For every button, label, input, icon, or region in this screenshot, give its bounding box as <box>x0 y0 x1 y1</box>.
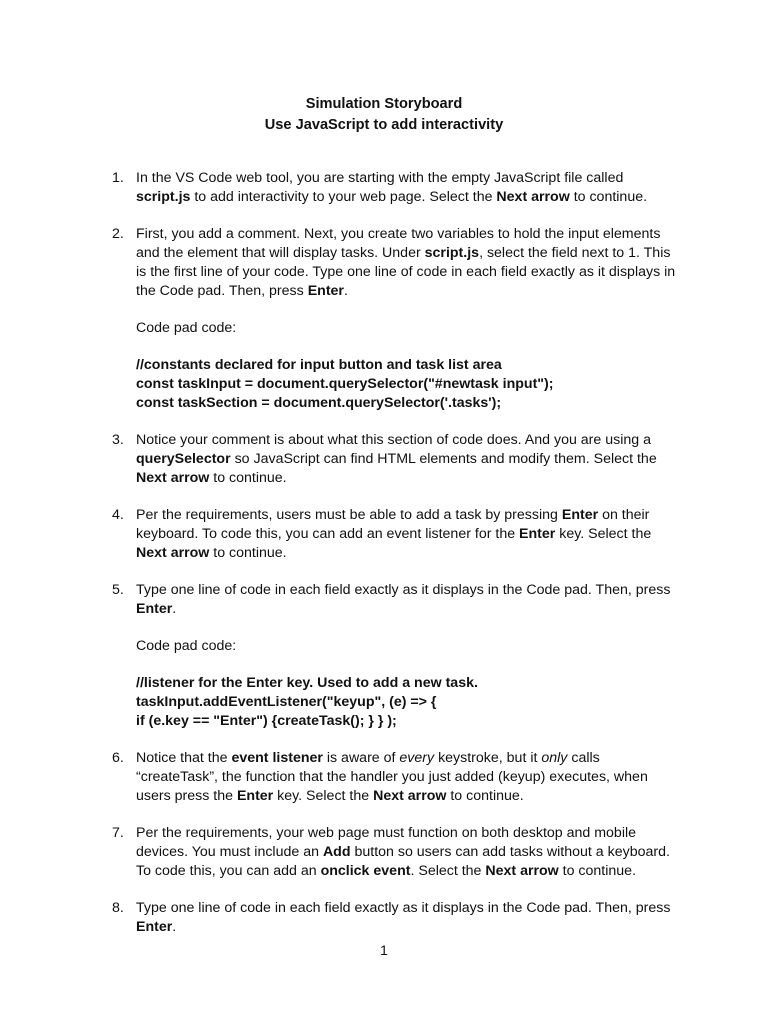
step-number: 1. <box>112 170 124 186</box>
bold-term: querySelector <box>136 451 231 467</box>
text-segment: Per the requirements, your web page must function on both desktop and mobile devices. You must include an <box>136 825 637 860</box>
code-pad-label: Code pad code: <box>136 320 237 336</box>
text-segment: to continue. <box>558 863 637 879</box>
text-segment: key. Select the <box>273 788 374 804</box>
bold-term: Next arrow <box>136 545 210 561</box>
code-block <box>136 674 681 731</box>
bold-term: Next arrow <box>373 788 447 804</box>
text-segment: First, you add a comment. Next, you create two variables to hold the input elements and the element that will display tasks. Under <box>136 226 661 261</box>
text-segment: . Select the <box>410 863 486 879</box>
bold-term: Enter <box>561 507 599 523</box>
steps-list <box>0 169 768 955</box>
bold-term: script.js <box>424 245 480 261</box>
text-segment: keystroke, but it <box>434 750 542 766</box>
step-text <box>136 225 681 301</box>
bold-term: Next arrow <box>496 189 570 205</box>
step-text <box>136 169 681 207</box>
text-segment: Per the requirements, users must be able to add a task by pressing <box>136 507 562 523</box>
step-text <box>136 749 681 806</box>
code-line: taskInput.addEventListener("keyup", (e) => { <box>136 694 437 710</box>
bold-term: script.js <box>136 189 191 205</box>
step-text <box>136 899 681 937</box>
step-text <box>136 824 681 881</box>
emphasis-term: every <box>399 750 435 766</box>
bold-term: Add <box>322 844 351 860</box>
text-segment: Notice your comment is about what this section of code does. And you are using a <box>136 432 651 448</box>
bold-term: Enter <box>136 601 173 617</box>
text-segment: . <box>172 601 177 617</box>
step-number: 6. <box>112 750 124 766</box>
code-line: //listener for the Enter key. Used to add a new task. <box>136 675 478 691</box>
bold-term: Enter <box>519 526 556 542</box>
step-item <box>0 749 681 806</box>
step-item <box>0 506 681 563</box>
step-text <box>136 506 681 563</box>
text-segment: , select the field next to 1. This is the first line of your code. Type one line of code in each field exactly as it displays in the Code pad. Then, press <box>136 245 676 299</box>
step-number: 7. <box>112 825 124 841</box>
bold-term: Enter <box>136 919 173 935</box>
step-item <box>0 899 681 937</box>
code-line: if (e.key == "Enter") {createTask(); } } ); <box>136 713 397 729</box>
bold-term: Next arrow <box>136 470 210 486</box>
text-segment: Type one line of code in each field exactly as it displays in the Code pad. Then, press <box>136 900 671 916</box>
document-title: Simulation Storyboard <box>305 96 463 112</box>
emphasis-term: only <box>541 750 568 766</box>
text-segment: key. Select the <box>555 526 652 542</box>
text-segment: to add interactivity to your web page. Select the <box>190 189 497 205</box>
step-item <box>0 824 681 881</box>
text-segment: to continue. <box>209 545 287 561</box>
step-number: 8. <box>112 900 124 916</box>
step-number: 5. <box>112 582 124 598</box>
document-title-block <box>0 94 768 136</box>
text-segment: to continue. <box>209 470 287 486</box>
text-segment: . <box>172 919 177 935</box>
step-text <box>136 581 681 619</box>
bold-term: Enter <box>307 283 344 299</box>
text-segment: Type one line of code in each field exactly as it displays in the Code pad. Then, press <box>136 582 671 598</box>
code-line: const taskSection = document.querySelector('.tasks'); <box>136 395 502 411</box>
step-item <box>0 581 681 731</box>
text-segment: on their keyboard. To code this, you can add an event listener for the <box>136 507 650 542</box>
code-pad-label: Code pad code: <box>136 638 237 654</box>
step-item <box>0 431 681 488</box>
step-number: 2. <box>112 226 124 242</box>
step-number: 3. <box>112 432 124 448</box>
page-number: 1 <box>380 943 388 959</box>
code-block <box>136 356 681 413</box>
bold-term: Enter <box>236 788 274 804</box>
document-subtitle: Use JavaScript to add interactivity <box>264 117 504 133</box>
text-segment: . <box>343 283 348 299</box>
text-segment: calls “createTask”, the function that the handler you just added (keyup) executes, when users press the <box>136 750 648 804</box>
text-segment: button so users can add tasks without a keyboard. To code this, you can add an <box>136 844 670 879</box>
bold-term: event listener <box>231 750 323 766</box>
code-line: const taskInput = document.querySelector("#newtask input"); <box>136 376 554 392</box>
step-text <box>136 431 681 488</box>
code-line: //constants declared for input button and task list area <box>136 357 502 373</box>
bold-term: Next arrow <box>485 863 559 879</box>
bold-term: onclick event <box>320 863 411 879</box>
step-item <box>0 169 681 207</box>
text-segment: so JavaScript can find HTML elements and modify them. Select the <box>230 451 657 467</box>
text-segment: to continue. <box>446 788 524 804</box>
text-segment: In the VS Code web tool, you are starting with the empty JavaScript file called <box>136 170 624 186</box>
step-item <box>0 225 681 413</box>
text-segment: to continue. <box>569 189 648 205</box>
step-number: 4. <box>112 507 124 523</box>
text-segment: Notice that the <box>136 750 232 766</box>
text-segment: is aware of <box>322 750 400 766</box>
